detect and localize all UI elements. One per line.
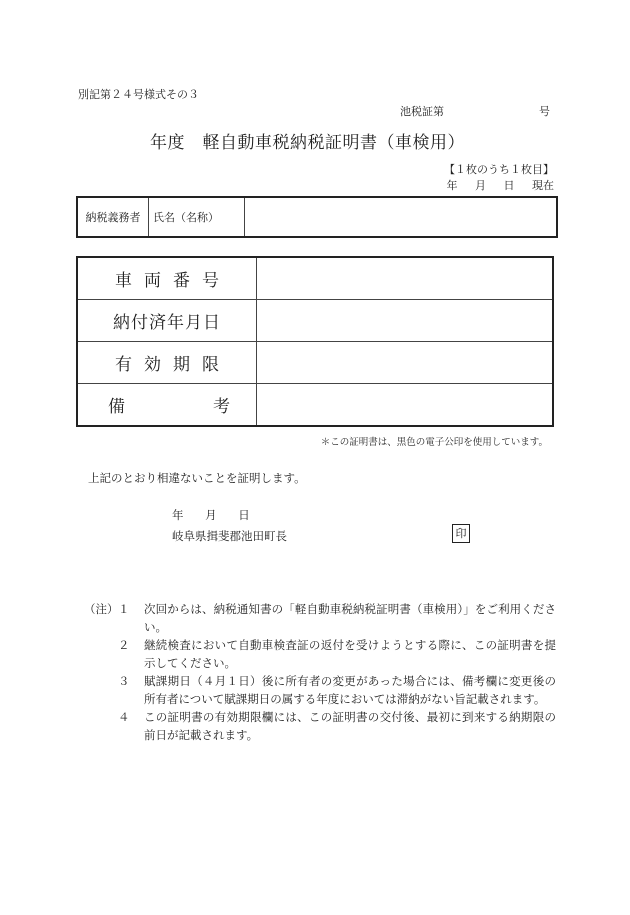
table-row (77, 342, 553, 384)
taxpayer-label: 納税義務者 (78, 198, 149, 236)
taxpayer-name-value (245, 198, 556, 236)
certificate-table (76, 256, 554, 427)
remarks-label-b: 考 (213, 397, 230, 417)
note-text: 賦課期日（４月１日）後に所有者の変更があった場合には、備考欄に変更後の所有者について賦課期日の属する年度においては滞納がない旨記載されます。 (144, 674, 556, 706)
note-number: ３ (118, 674, 130, 688)
seal-note: ＊この証明書は、黒色の電子公印を使用しています。 (320, 437, 548, 448)
remarks-label (77, 384, 257, 427)
vehicle-number-label: 車両番号 (77, 257, 257, 300)
note-item (84, 672, 556, 708)
as-of-date: 年 月 日 現在 (446, 179, 554, 192)
notes-section (84, 600, 556, 744)
remarks-label-a: 備 (108, 397, 125, 417)
note-item (84, 708, 556, 744)
certificate-number-prefix: 池税証第 (400, 105, 444, 118)
notes-heading: （注） (84, 602, 119, 616)
page-count: 【１枚のうち１枚目】 (444, 163, 554, 176)
seal-stamp: 印 (452, 524, 470, 543)
note-number: １ (118, 602, 130, 616)
expiry-label: 有効期限 (77, 342, 257, 384)
expiry-value (257, 342, 554, 384)
note-item (84, 636, 556, 672)
table-row (77, 300, 553, 342)
note-text: 継続検査において自動車検査証の返付を受けようとする際に、この証明書を提示してください。 (144, 638, 556, 670)
note-item (84, 600, 556, 636)
certificate-number (400, 103, 550, 119)
payment-date-label: 納付済年月日 (77, 300, 257, 342)
note-number: ２ (118, 638, 130, 652)
issuer-name: 岐阜県揖斐郡池田町長 (172, 529, 287, 543)
taxpayer-name-label: 氏名（名称） (149, 198, 245, 236)
taxpayer-box (76, 196, 558, 238)
remarks-value (257, 384, 554, 427)
note-number: ４ (118, 710, 130, 724)
note-text: 次回からは、納税通知書の「軽自動車税納税証明書（車検用）」をご利用ください。 (144, 602, 556, 634)
certificate-number-suffix: 号 (539, 105, 550, 118)
document-title: 年度 軽自動車税納税証明書（車検用） (150, 133, 465, 153)
table-row (77, 384, 553, 427)
payment-date-value (257, 300, 554, 342)
table-row (77, 257, 553, 300)
vehicle-number-value (257, 257, 554, 300)
form-identifier: 別記第２４号様式その３ (78, 88, 199, 101)
certification-statement: 上記のとおり相違ないことを証明します。 (88, 471, 306, 485)
note-text: この証明書の有効期限欄には、この証明書の交付後、最初に到来する納期限の前日が記載されます。 (144, 710, 556, 742)
signature-date: 年 月 日 (172, 508, 250, 522)
